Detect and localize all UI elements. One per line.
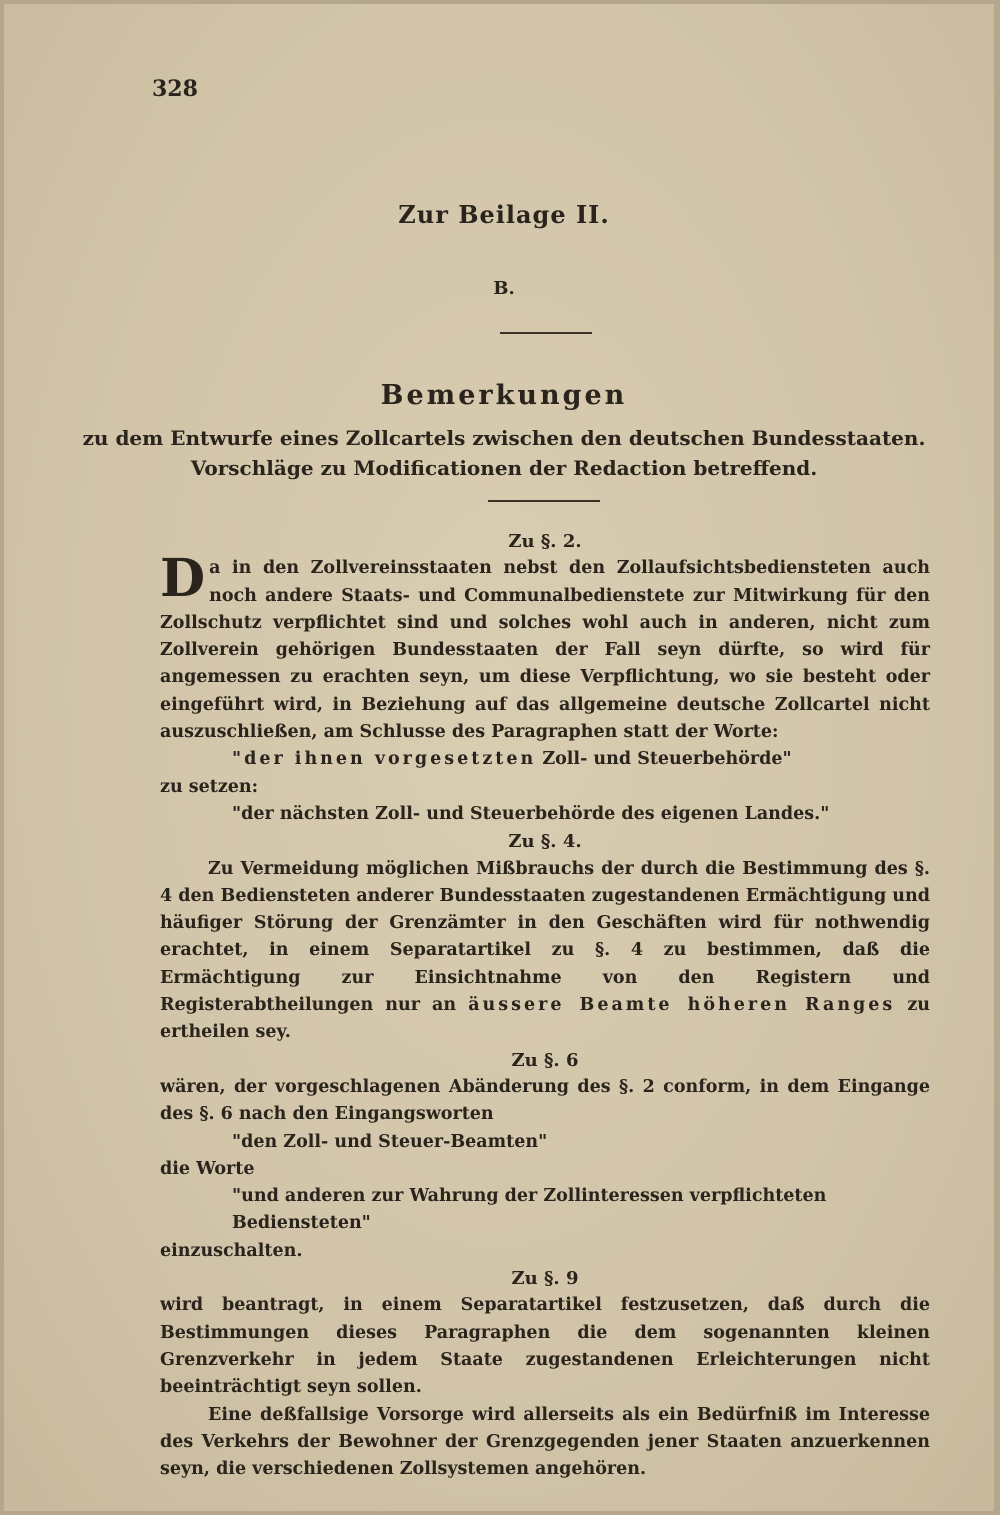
paragraph: die Worte: [160, 1158, 255, 1179]
document-page: [4, 4, 994, 1511]
paragraph: zu setzen:: [160, 776, 259, 797]
quote-spaced-text: "der ihnen vorgesetzten: [232, 749, 537, 770]
document-subtitle-line2: Vorschläge zu Modificationen der Redaction betreffend.: [190, 456, 818, 480]
paragraph-text: Zu Vermeidung möglichen Mißbrauchs der durch die Bestimmung des §. 4 den Bediensteten anderer Bundesstaaten zugestandenen Ermächtigung und häufiger Störung der Grenzämter in den Geschäften wird für nothwendig erachtet, in einem Separatartikel zu §. 4 zu bestimmen, daß die Ermächtigung zur Einsichtnahme von den Registern und Registerabtheilungen nur an: [160, 858, 930, 1016]
paragraph-text: zu ertheilen sey.: [160, 995, 931, 1043]
document-subtitle-line1: zu dem Entwurfe eines Zollcartels zwischen den deutschen Bundesstaaten.: [82, 426, 926, 450]
quote-text: Zoll- und Steuerbehörde": [542, 749, 792, 770]
body-text: [160, 528, 930, 1483]
divider-rule: [488, 500, 600, 502]
divider-rule: [500, 332, 592, 334]
paragraph-text: a in den Zollvereinsstaaten nebst den Zollaufsichtsbediensteten auch noch andere Staats- und Communalbedienstete zur Mitwirkung für den Zollschutz verpflichtet sind und solches wohl auch in anderen, nicht zum Zollverein gehörigen Bundesstaaten der Fall seyn dürfte, so wird für angemessen zu erachten seyn, um diese Verpflichtung, wo sie besteht oder eingeführt wird, in Beziehung auf das allgemeine deutsche Zollcartel nicht auszuschließen, am Schlusse des Paragraphen statt der Worte:: [160, 558, 930, 743]
section-heading: Zu §. 4.: [508, 831, 582, 853]
quote: "und anderen zur Wahrung der Zollinteressen verpflichteten Bediensteten": [232, 1186, 827, 1234]
quote: "der nächsten Zoll- und Steuerbehörde des eigenen Landes.": [232, 803, 830, 824]
paragraph: wird beantragt, in einem Separatartikel festzusetzen, daß durch die Bestimmungen dieses Paragraphen die dem sogenannten kleinen Grenzverkehr in jedem Staate zugestandenen Erleichterungen nicht beeinträchtigt seyn sollen.: [160, 1295, 930, 1398]
appendix-heading: Zur Beilage II.: [398, 200, 610, 229]
section-heading: Zu §. 6: [511, 1049, 579, 1071]
drop-cap: D: [160, 548, 206, 610]
paragraph: Eine deßfallsige Vorsorge wird allerseits als ein Bedürfniß im Interesse des Verkehrs der Bewohner der Grenzgegenden jener Staaten anzuerkennen seyn, die verschiedenen Zollsystemen angehören.: [160, 1404, 930, 1480]
section-heading: Zu §. 2.: [508, 531, 582, 552]
quote: "den Zoll- und Steuer-Beamten": [232, 1131, 548, 1152]
appendix-subheading: B.: [493, 278, 515, 299]
paragraph: wären, der vorgeschlagenen Abänderung des §. 2 conform, in dem Eingange des §. 6 nach den Eingangsworten: [160, 1076, 930, 1125]
paragraph: [160, 856, 930, 1047]
spaced-emphasis: äussere Beamte höheren Ranges: [468, 995, 896, 1016]
section-heading: Zu §. 9: [511, 1268, 579, 1290]
page-number: 328: [152, 76, 198, 102]
paragraph: einzuschalten.: [160, 1240, 303, 1261]
quote: [160, 746, 930, 773]
document-title: Bemerkungen: [380, 380, 628, 411]
paragraph: [160, 548, 930, 746]
